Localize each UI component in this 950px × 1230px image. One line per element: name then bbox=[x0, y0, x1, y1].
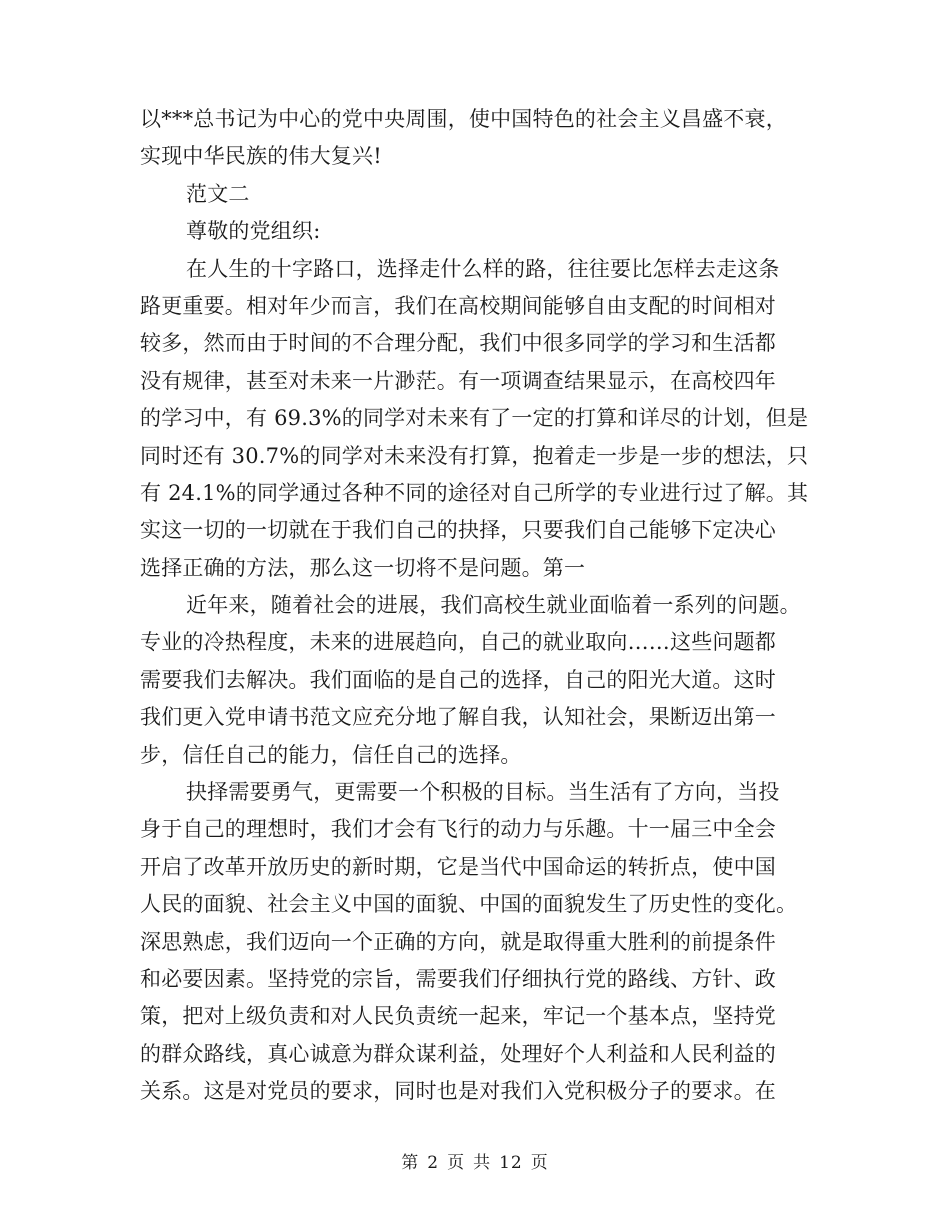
document-body bbox=[140, 101, 809, 1111]
text-line: 选择正确的方法，那么这一切将不是问题。第一 bbox=[140, 555, 586, 580]
text-line: 实这一切的一切就在于我们自己的抉择，只要我们自己能够下定决心 bbox=[140, 518, 776, 543]
text-line: 抉择需要勇气，更需要一个积极的目标。当生活有了方向，当投 bbox=[186, 780, 780, 805]
text-line: 我们更入党申请书范文应充分地了解自我，认知社会，果断迈出第一 bbox=[140, 705, 776, 730]
text-line: 实现中华民族的伟大复兴! bbox=[140, 144, 382, 169]
text-line: 有 24.1%的同学通过各种不同的途径对自己所学的专业进行过了解。其 bbox=[140, 480, 809, 505]
text-line: 和必要因素。坚持党的宗旨，需要我们仔细执行党的路线、方针、政 bbox=[140, 966, 776, 991]
footer-total-pages: 12 bbox=[499, 1153, 523, 1173]
page-footer bbox=[0, 1148, 950, 1173]
text-line: 专业的冷热程度，未来的进展趋向，自己的就业取向……这些问题都 bbox=[140, 630, 776, 655]
footer-current-page: 2 bbox=[427, 1153, 440, 1173]
text-line: 开启了改革开放历史的新时期，它是当代中国命运的转折点，使中国 bbox=[140, 854, 776, 879]
text-line: 需要我们去解决。我们面临的是自己的选择，自己的阳光大道。这时 bbox=[140, 667, 776, 692]
text-line: 的群众路线，真心诚意为群众谋利益，处理好个人利益和人民利益的 bbox=[140, 1041, 776, 1066]
text-line: 在人生的十字路口，选择走什么样的路，往往要比怎样去走这条 bbox=[186, 256, 780, 281]
text-line: 没有规律，甚至对未来一片渺茫。有一项调查结果显示，在高校四年 bbox=[140, 368, 776, 393]
text-line: 身于自己的理想时，我们才会有飞行的动力与乐趣。十一届三中全会 bbox=[140, 817, 776, 842]
footer-label-unit: 页 bbox=[447, 1153, 466, 1173]
text-line: 同时还有 30.7%的同学对未来没有打算，抱着走一步是一步的想法，只 bbox=[140, 443, 809, 468]
text-line: 的学习中，有 69.3%的同学对未来有了一定的打算和详尽的计划，但是 bbox=[140, 406, 809, 431]
text-line: 尊敬的党组织: bbox=[186, 219, 321, 244]
text-line: 范文二 bbox=[186, 181, 250, 206]
text-line: 深思熟虑，我们迈向一个正确的方向，就是取得重大胜利的前提条件 bbox=[140, 929, 776, 954]
footer-label-unit-end: 页 bbox=[530, 1153, 549, 1173]
text-line: 策，把对上级负责和对人民负责统一起来，牢记一个基本点，坚持党 bbox=[140, 1004, 776, 1029]
footer-label-page: 第 bbox=[401, 1153, 420, 1173]
text-line: 关系。这是对党员的要求，同时也是对我们入党积极分子的要求。在 bbox=[140, 1079, 776, 1104]
text-line: 较多，然而由于时间的不合理分配，我们中很多同学的学习和生活都 bbox=[140, 331, 776, 356]
text-line: 人民的面貌、社会主义中国的面貌、中国的面貌发生了历史性的变化。 bbox=[140, 892, 798, 917]
footer-label-total: 共 bbox=[473, 1153, 492, 1173]
text-line: 步，信任自己的能力，信任自己的选择。 bbox=[140, 742, 522, 767]
text-line: 以***总书记为中心的党中央周围，使中国特色的社会主义昌盛不衰， bbox=[140, 107, 787, 131]
text-line: 近年来，随着社会的进展，我们高校生就业面临着一系列的问题。 bbox=[186, 593, 801, 618]
text-line: 路更重要。相对年少而言，我们在高校期间能够自由支配的时间相对 bbox=[140, 293, 776, 318]
